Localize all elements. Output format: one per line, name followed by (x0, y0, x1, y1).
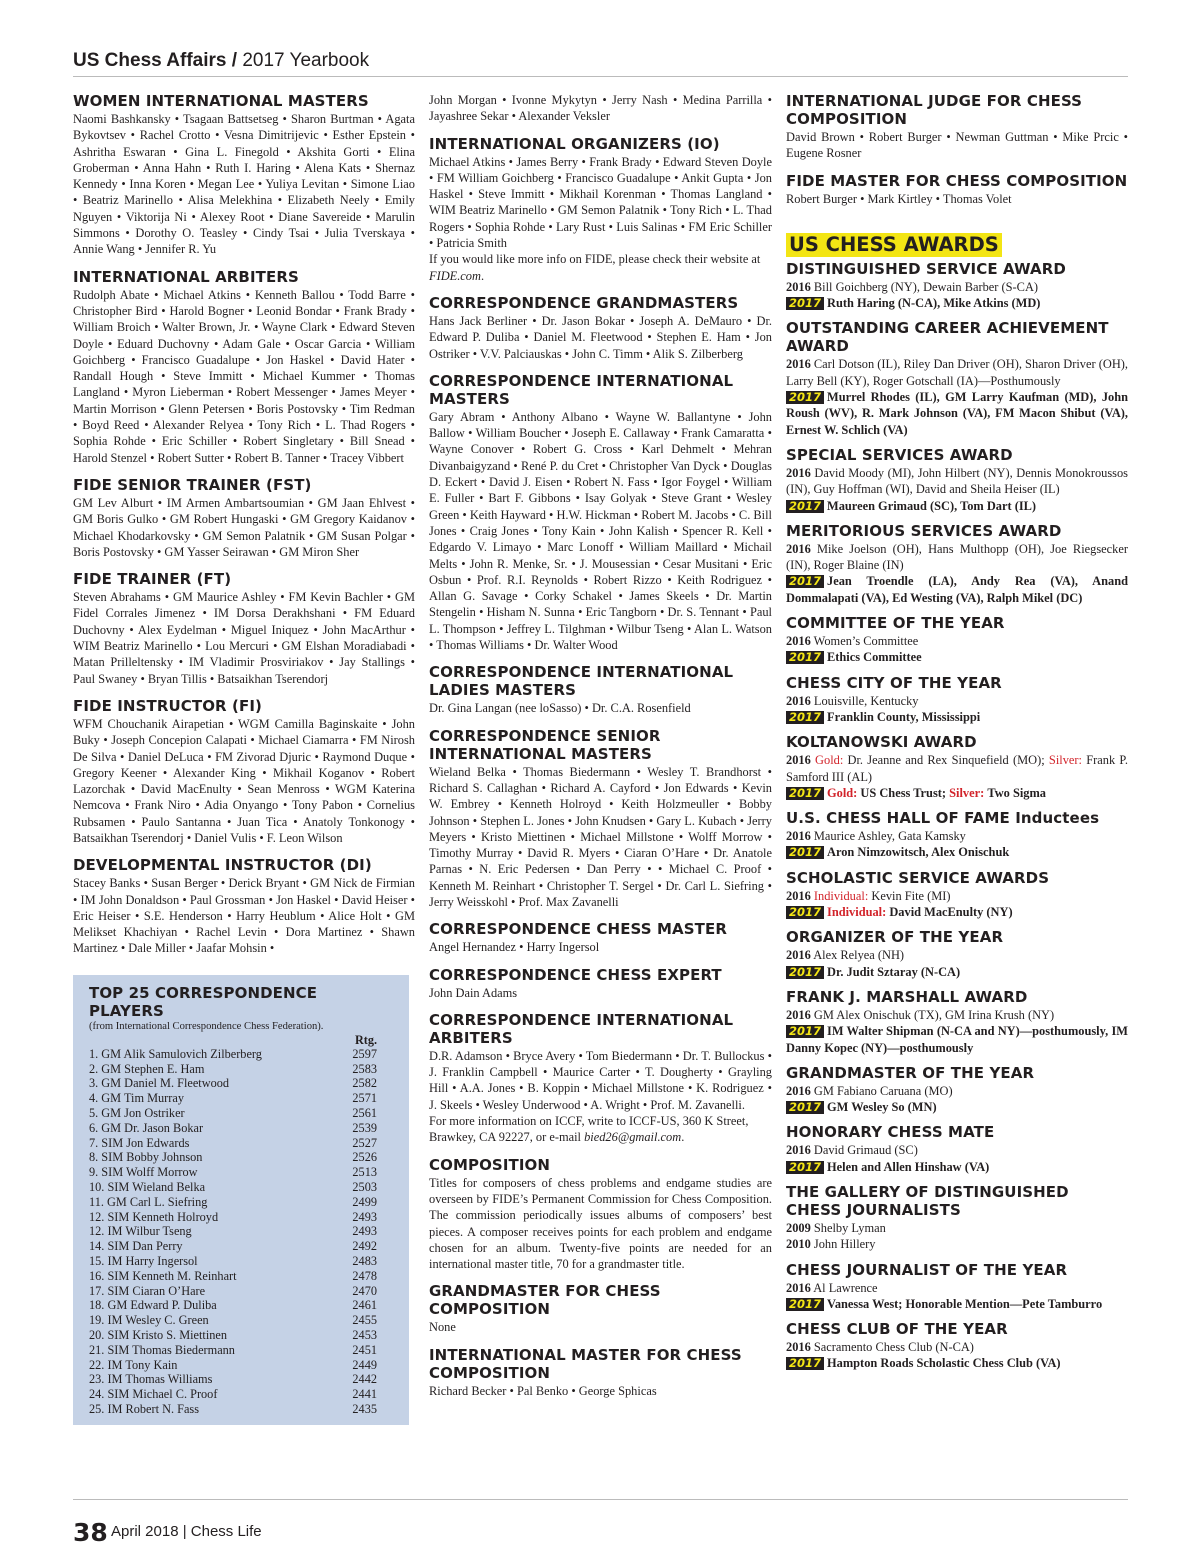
award-2016 (786, 1083, 1128, 1099)
award-2017 (786, 844, 1128, 860)
award-2017 (786, 573, 1128, 606)
section-correspondence-grandmasters (429, 294, 772, 362)
section-im-chess-composition (429, 1346, 772, 1399)
section-fide-master-composition (786, 172, 1128, 207)
header-separator: / (226, 50, 243, 71)
iccf-email-link[interactable]: bied26@gmail.com (584, 1130, 682, 1145)
year-label: 2016 (786, 465, 811, 480)
award-2016 (786, 1142, 1128, 1158)
section-body: Michael Atkins • James Berry • Frank Brady • Edward Steven Doyle • FM William Goichberg • Francisco Guadalupe • Ankit Gupta • Jon Haskel • Steve Immitt • Mikhail Korenman • Thomas Langland • WIM Beatriz Marinello • GM Semon Palatnik • Tony Rich • L. Thad Rogers • Sophia Rohde • Lary Rust • Luis Salinas • FM Eric Schiller • Patricia Smith (429, 154, 772, 251)
section-fide-instructor (73, 697, 415, 846)
player-rating: 2597 (352, 1046, 377, 1061)
award-2016 (786, 1280, 1128, 1296)
top25-row (89, 1328, 395, 1343)
section-title: DEVELOPMENTAL INSTRUCTOR (DI) (73, 856, 372, 875)
award-scholastic-service (786, 869, 1128, 921)
inductee: Shelby Lyman (813, 1220, 886, 1235)
page-number: 38 (73, 1518, 108, 1547)
footer-meta (111, 1523, 262, 1540)
player-name: 14. SIM Dan Perry (89, 1239, 183, 1254)
award-2017 (786, 498, 1128, 514)
player-rating: 2571 (352, 1091, 377, 1106)
silver-label: Silver: (949, 785, 985, 800)
player-name: 3. GM Daniel M. Fleetwood (89, 1076, 230, 1091)
section-international-arbiters (73, 268, 415, 466)
player-rating: 2483 (352, 1253, 377, 1268)
player-name: 6. GM Dr. Jason Bokar (89, 1120, 204, 1135)
award-distinguished-service (786, 260, 1128, 312)
winner: Helen and Allen Hinshaw (VA) (827, 1159, 990, 1174)
prev-silver: Frank P. Samford III (AL) (786, 753, 1129, 784)
winner: IM Walter Shipman (N-CA and NY)—posthumously, IM Danny Kopec (NY)—posthumously (786, 1024, 1128, 1055)
award-hall-of-fame (786, 809, 1128, 861)
player-rating: 2442 (352, 1372, 377, 1387)
year-badge: 2017 (786, 846, 824, 859)
section-composition (429, 1156, 772, 1273)
year-label: 2016 (786, 279, 811, 294)
year-label: 2016 (786, 1280, 811, 1295)
award-title: CHESS CITY OF THE YEAR (786, 673, 1002, 692)
issue-date: April 2018 (111, 1523, 179, 1540)
section-title: CORRESPONDENCE INTERNATIONAL LADIES MASTERS (429, 663, 734, 700)
iccf-info-note (429, 1113, 772, 1146)
top25-row (89, 1121, 395, 1136)
award-2017 (786, 1099, 1128, 1115)
section-developmental-instructor (73, 856, 415, 956)
player-rating: 2526 (352, 1150, 377, 1165)
award-title: HONORARY CHESS MATE (786, 1123, 995, 1142)
section-body: Titles for composers of chess problems and endgame studies are overseen by FIDE’s Permanent Commission for Chess Composition. The commission periodically issues albums of composers’ best pieces. A composer receives points for each problem and endgame chosen for an album. Twenty-five points are needed for an international master title, 70 for a grandmaster title. (429, 1175, 772, 1272)
award-title: CHESS CLUB OF THE YEAR (786, 1320, 1008, 1339)
top25-row (89, 1165, 395, 1180)
award-outstanding-career (786, 319, 1128, 437)
award-chess-club-of-year (786, 1320, 1128, 1372)
player-name: 11. GM Carl L. Siefring (89, 1194, 208, 1209)
player-name: 5. GM Jon Ostriker (89, 1105, 185, 1120)
individual-label: Individual: (827, 905, 887, 920)
award-2009 (786, 1220, 1128, 1236)
footer-separator: | (178, 1523, 191, 1540)
winner: Maureen Grimaud (SC), Tom Dart (IL) (827, 498, 1037, 513)
top25-row (89, 1269, 395, 1284)
top25-row (89, 1387, 395, 1402)
note-text: For more information on ICCF, write to ICCF-US, 360 K Street, Brawkey, CA 92227, or e-mail (429, 1114, 749, 1145)
top25-list (89, 1047, 395, 1417)
top25-row (89, 1402, 395, 1417)
year-badge: 2017 (786, 1298, 824, 1311)
year-badge: 2017 (786, 966, 824, 979)
player-name: 2. GM Stephen E. Ham (89, 1061, 205, 1076)
winner-silver: Two Sigma (987, 785, 1046, 800)
player-rating: 2582 (352, 1076, 377, 1091)
player-name: 19. IM Wesley C. Green (89, 1313, 209, 1328)
gold-label: Gold: (827, 785, 858, 800)
award-2016 (786, 465, 1128, 498)
player-name: 23. IM Thomas Williams (89, 1372, 213, 1387)
gold-label: Gold: (815, 753, 844, 768)
award-2017 (786, 964, 1128, 980)
award-2017 (786, 389, 1128, 438)
award-2017 (786, 1296, 1128, 1312)
award-title: U.S. CHESS HALL OF FAME Inductees (786, 809, 1100, 828)
top25-row (89, 1195, 395, 1210)
prev-winner: Carl Dotson (IL), Riley Dan Driver (OH), Sharon Driver (OH), Larry Bell (KY), Roger Gotschall (IA)—Posthumously (786, 357, 1128, 388)
year-badge: 2017 (786, 906, 824, 919)
award-2017 (786, 709, 1128, 725)
prev-winner: David Grimaud (SC) (813, 1143, 918, 1158)
player-rating: 2539 (352, 1120, 377, 1135)
prev-winner: Mike Joelson (OH), Hans Multhopp (OH), Joe Riegsecker (IN), Roger Blaine (IN) (786, 541, 1128, 573)
award-2016 (786, 356, 1128, 389)
award-title: SPECIAL SERVICES AWARD (786, 445, 1013, 464)
award-2017 (786, 904, 1128, 920)
player-name: 8. SIM Bobby Johnson (89, 1150, 203, 1165)
player-name: 7. SIM Jon Edwards (89, 1135, 190, 1150)
section-body: Richard Becker • Pal Benko • George Sphicas (429, 1383, 657, 1398)
award-title: FRANK J. MARSHALL AWARD (786, 987, 1028, 1006)
top25-row (89, 1076, 395, 1091)
award-2016 (786, 828, 1128, 844)
winner: Vanessa West; Honorable Mention—Pete Tamburro (827, 1296, 1103, 1311)
section-title: FIDE SENIOR TRAINER (FST) (73, 475, 312, 494)
player-name: 10. SIM Wieland Belka (89, 1179, 206, 1194)
prev-winner: Kevin Fite (MI) (871, 888, 951, 903)
section-title: INTERNATIONAL JUDGE FOR CHESS COMPOSITION (786, 92, 1083, 128)
player-rating: 2493 (352, 1224, 377, 1239)
year-badge: 2017 (786, 1101, 824, 1114)
award-koltanowski (786, 733, 1128, 801)
winner: GM Wesley So (MN) (827, 1100, 937, 1115)
player-name: 20. SIM Kristo S. Miettinen (89, 1327, 228, 1342)
winner: Franklin County, Mississippi (827, 709, 981, 724)
section-international-judge-composition (786, 92, 1128, 162)
section-title: CORRESPONDENCE INTERNATIONAL MASTERS (429, 371, 734, 408)
award-2017 (786, 1355, 1128, 1371)
player-name: 21. SIM Thomas Biedermann (89, 1342, 235, 1357)
section-continued-list (429, 92, 772, 125)
player-rating: 2499 (352, 1194, 377, 1209)
player-name: 18. GM Edward P. Duliba (89, 1298, 217, 1313)
award-2016 (786, 1339, 1128, 1355)
player-rating: 2470 (352, 1283, 377, 1298)
running-header (73, 50, 1128, 77)
top25-row (89, 1313, 395, 1328)
top25-row (89, 1136, 395, 1151)
year-label: 2016 (786, 357, 811, 372)
player-name: 24. SIM Michael C. Proof (89, 1387, 218, 1402)
player-rating: 2461 (352, 1298, 377, 1313)
award-honorary-chess-mate (786, 1123, 1128, 1175)
award-title: DISTINGUISHED SERVICE AWARD (786, 259, 1066, 278)
section-international-organizers (429, 135, 772, 284)
section-body: Dr. Gina Langan (nee loSasso) • Dr. C.A. Rosenfield (429, 701, 691, 716)
year-label: 2016 (786, 829, 811, 844)
winner-gold: US Chess Trust; (860, 785, 947, 800)
award-2010 (786, 1236, 1128, 1252)
year-badge: 2017 (786, 575, 824, 588)
top25-row (89, 1239, 395, 1254)
prev-winner: Women’s Committee (813, 634, 919, 649)
section-women-international-masters (73, 92, 415, 258)
note-end: . (681, 1130, 685, 1145)
top25-row (89, 1343, 395, 1358)
award-title: KOLTANOWSKI AWARD (786, 733, 977, 752)
inductee: John Hillery (813, 1237, 876, 1252)
winner: Aron Nimzowitsch, Alex Onischuk (827, 845, 1010, 860)
us-chess-awards-heading: US CHESS AWARDS (786, 233, 1002, 257)
top25-row (89, 1091, 395, 1106)
top25-row (89, 1284, 395, 1299)
section-body: Wieland Belka • Thomas Biedermann • Wesley T. Brandhorst • Richard S. Callaghan • Richard A. Cayford • Jon Edwards • Kevin W. Embrey • Kenneth Holroyd • Keith Holzmeuller • Bobby Johnson • Stephen L. Jones • John Knudsen • Gary L. Kubach • Jerry Meyers • Kristo Miettinen • Michael Millstone • Wolff Morrow • Timothy Murray • David R. Myers • Ciaran O’Hare • Dr. Anatole Parnas • N. Eric Pedersen • Dan Perry • • Michael C. Proof • Kenneth M. Reinhart • Christopher T. Sergel • Dr. Carl L. Siefring • Jerry Weisskohl • Prof. Max Zavanelli (429, 764, 772, 909)
section-body: John Morgan • Ivonne Mykytyn • Jerry Nash • Medina Parrilla • Jayashree Sekar • Alexander Veksler (429, 93, 772, 124)
section-title: CORRESPONDENCE SENIOR INTERNATIONAL MASTERS (429, 726, 661, 763)
player-name: 15. IM Harry Ingersol (89, 1253, 198, 1268)
award-gallery-journalists (786, 1183, 1128, 1253)
section-correspondence-chess-master (429, 920, 772, 955)
section-body: None (429, 1320, 456, 1335)
award-special-services (786, 446, 1128, 514)
section-fide-senior-trainer (73, 476, 415, 560)
player-rating: 2478 (352, 1268, 377, 1283)
award-title: COMMITTEE OF THE YEAR (786, 614, 1005, 633)
player-rating: 2455 (352, 1313, 377, 1328)
prev-winner: Al Lawrence (813, 1280, 878, 1295)
year-badge: 2017 (786, 787, 824, 800)
section-body: Naomi Bashkansky • Tsagaan Battsetseg • Sharon Burtman • Agata Bykovtsev • Rachel Crotto • Vesna Dimitrijevic • Esther Epstein • Ashritha Eswaran • Gina L. Finegold • Akshita Gorti • Elina Groberman • Anna Hahn • Ruth I. Haring • Alena Kats • Shernaz Kennedy • Inna Koren • Megan Lee • Yuliya Levitan • Simone Liao • Beatriz Marinello • Alisa Melekhina • Elizabeth Neely • Emily Nguyen • Viktorija Ni • Alexey Root • Diane Savereide • Marulin Simmons • Dorothy O. Teasley • Cindy Tsai • Julia Tverskaya • Annie Wang • Jennifer R. Yu (73, 112, 415, 257)
award-title: CHESS JOURNALIST OF THE YEAR (786, 1260, 1068, 1279)
year-badge: 2017 (786, 297, 824, 310)
award-meritorious-services (786, 522, 1128, 606)
year-badge: 2017 (786, 1357, 824, 1370)
year-label: 2016 (786, 753, 811, 768)
award-organizer-of-year (786, 928, 1128, 980)
column-3 (786, 92, 1128, 1380)
year-badge: 2017 (786, 500, 824, 513)
year-badge: 2017 (786, 1025, 824, 1038)
section-title: CORRESPONDENCE CHESS MASTER (429, 920, 727, 939)
winner: Ethics Committee (827, 650, 922, 665)
player-rating: 2449 (352, 1357, 377, 1372)
prev-winner: Maurice Ashley, Gata Kamsky (813, 829, 966, 844)
award-chess-city (786, 674, 1128, 726)
winner: Jean Troendle (LA), Andy Rea (VA), Anand Dommalapati (VA), Ed Westing (VA), Ralph Mikel (DC) (786, 574, 1128, 605)
award-title: SCHOLASTIC SERVICE AWARDS (786, 868, 1050, 887)
award-title: MERITORIOUS SERVICES AWARD (786, 521, 1062, 540)
player-rating: 2451 (352, 1342, 377, 1357)
award-title: ORGANIZER OF THE YEAR (786, 928, 1004, 947)
award-frank-marshall (786, 988, 1128, 1056)
year-label: 2016 (786, 1083, 811, 1098)
award-2016 (786, 947, 1128, 963)
player-rating: 2503 (352, 1179, 377, 1194)
year-label: 2016 (786, 1340, 811, 1355)
fide-website-link[interactable]: FIDE.com (429, 268, 481, 283)
section-title: FIDE INSTRUCTOR (FI) (73, 696, 262, 715)
year-label: 2016 (786, 888, 811, 903)
section-grandmaster-chess-composition (429, 1282, 772, 1335)
award-2017 (786, 785, 1128, 801)
award-2016 (786, 279, 1128, 295)
section-title: INTERNATIONAL ARBITERS (73, 267, 299, 286)
silver-label: Silver: (1048, 753, 1082, 768)
page-footer (73, 1499, 1128, 1547)
section-fide-trainer (73, 570, 415, 687)
winner: Murrel Rhodes (IL), GM Larry Kaufman (MD), John Roush (WV), R. Mark Johnson (VA), FM Macon Shibut (VA), Ernest W. Schlich (VA) (786, 390, 1128, 437)
year-badge: 2017 (786, 651, 824, 664)
section-body: Rudolph Abate • Michael Atkins • Kenneth Ballou • Todd Barre • Christopher Bird • Harold Bogner • Leonid Bondar • Frank Brady • William Broich • Walter Brown, Jr. • Wayne Clark • Edward Steven Doyle • Eduard Duchovny • Adam Gale • Oscar Garcia • William Goichberg • Francisco Guadalupe • Jon Haskel • David Hater • Randall Hough • Steve Immitt • Michael Kummer • Thomas Langland • Myron Lieberman • Robert Messenger • James Meyer • Martin Morrison • Glenn Petersen • Boris Postovsky • Tim Redman • Boyd Reed • Alexander Relyea • Tony Rich • L. Thad Rogers • Sophia Rohde • Eric Schiller • Robert Singletary • Bill Snead • Harold Stenzel • Robert Sutter • Robert B. Tanner • Tracey Vibbert (73, 287, 415, 465)
top25-row (89, 1047, 395, 1062)
top25-row (89, 1150, 395, 1165)
magazine-name: Chess Life (190, 1523, 262, 1540)
award-2016 (786, 888, 1128, 904)
top25-rtg-header: Rtg. (354, 1032, 377, 1047)
award-2017 (786, 1023, 1128, 1056)
player-rating: 2583 (352, 1061, 377, 1076)
award-chess-journalist-of-year (786, 1261, 1128, 1313)
award-committee-of-year (786, 614, 1128, 666)
top25-row (89, 1358, 395, 1373)
section-title: WOMEN INTERNATIONAL MASTERS (73, 92, 369, 110)
top25-row (89, 1062, 395, 1077)
note-text: If you would like more info on FIDE, please check their website at (429, 252, 761, 267)
top25-row (89, 1254, 395, 1269)
player-name: 17. SIM Ciaran O’Hare (89, 1283, 206, 1298)
top25-title: TOP 25 CORRESPONDENCE PLAYERS (89, 983, 318, 1020)
player-rating: 2527 (352, 1135, 377, 1150)
section-body: GM Lev Alburt • IM Armen Ambartsoumian • GM Jaan Ehlvest • GM Boris Gulko • GM Robert Hungaski • GM Gregory Kaidanov • Michael Khodarkovsky • GM Semon Palatnik • GM Susan Polgar • Boris Postovsky • GM Yasser Seirawan • GM Miron Sher (73, 495, 415, 559)
player-rating: 2492 (352, 1239, 377, 1254)
player-name: 9. SIM Wolff Morrow (89, 1165, 198, 1180)
top25-row (89, 1298, 395, 1313)
section-body: Robert Burger • Mark Kirtley • Thomas Volet (786, 191, 1012, 206)
winner: Hampton Roads Scholastic Chess Club (VA) (827, 1356, 1061, 1371)
note-end: . (480, 268, 485, 283)
top25-row (89, 1106, 395, 1121)
top25-row (89, 1180, 395, 1195)
award-title: GRANDMASTER OF THE YEAR (786, 1063, 1035, 1082)
winner: Dr. Judit Sztaray (N-CA) (827, 964, 961, 979)
section-body: John Dain Adams (429, 985, 518, 1000)
award-2017 (786, 649, 1128, 665)
prev-winner: David Moody (MI), John Hilbert (NY), Dennis Monokroussos (IN), Guy Hoffman (WI), David and Sheila Heiser (IL) (786, 465, 1128, 497)
player-name: 16. SIM Kenneth M. Reinhart (89, 1268, 237, 1283)
column-1 (73, 92, 415, 1425)
section-title: CORRESPONDENCE GRANDMASTERS (429, 293, 739, 312)
prev-gold: Dr. Jeanne and Rex Sinquefield (MO); (847, 753, 1045, 768)
section-title: FIDE MASTER FOR CHESS COMPOSITION (786, 171, 1128, 190)
section-body: Stacey Banks • Susan Berger • Derick Bryant • GM Nick de Firmian • IM John Donaldson • Paul Grossman • Jon Haskel • David Heiser • Eric Heiser • S.E. Henderson • Harry Heublum • Alice Holt • GM Melikset Khachiyan • Rachel Levin • Dora Martinez • Shawn Martinez • Dale Miller • Jaafar Mohsin • (73, 876, 415, 956)
section-body: Angel Hernandez • Harry Ingersol (429, 940, 600, 955)
award-2016 (786, 541, 1128, 574)
section-title: FIDE TRAINER (FT) (73, 570, 232, 589)
year-label: 2016 (786, 948, 811, 963)
header-book: 2017 Yearbook (242, 50, 370, 71)
section-body: Steven Abrahams • GM Maurice Ashley • FM Kevin Bachler • GM Fidel Corrales Jimenez • IM Dorsa Derakhshani • FM Eduard Duchovny • Alex Eydelman • Miguel Iniquez • John MacArthur • WIM Beatriz Marinello • Lou Mercuri • GM Elshan Moradiabadi • Matan Prilleltensky • IM Vladimir Prosviriakov • Jay Stallings • Paul Swaney • Bryan Tillis • Batsaikhan Tserendorj (73, 590, 415, 686)
player-rating: 2441 (352, 1387, 377, 1402)
award-title: OUTSTANDING CAREER ACHIEVEMENT AWARD (786, 319, 1109, 356)
individual-label: Individual: (813, 888, 869, 903)
section-title: COMPOSITION (429, 1155, 551, 1174)
top25-row (89, 1224, 395, 1239)
year-label: 2016 (786, 634, 811, 649)
player-rating: 2513 (352, 1165, 377, 1180)
player-name: 25. IM Robert N. Fass (89, 1401, 199, 1416)
player-name: 1. GM Alik Samulovich Zilberberg (89, 1046, 262, 1061)
player-name: 22. IM Tony Kain (89, 1357, 178, 1372)
section-body: Hans Jack Berliner • Dr. Jason Bokar • Joseph A. DeMauro • Dr. Edward P. Duliba • Daniel M. Fleetwood • Stephen E. Ham • Jon Ostriker • V.V. Palciauskas • John C. Timm • Alik S. Zilberberg (429, 313, 772, 361)
section-title: GRANDMASTER FOR CHESS COMPOSITION (429, 1282, 661, 1319)
year-label: 2009 (786, 1220, 811, 1235)
column-2 (429, 92, 772, 1409)
award-2016 (786, 1007, 1128, 1023)
winner: Ruth Haring (N-CA), Mike Atkins (MD) (827, 296, 1041, 311)
section-correspondence-ladies-masters (429, 663, 772, 716)
prev-winner: Louisville, Kentucky (813, 693, 919, 708)
section-correspondence-international-masters (429, 372, 772, 653)
year-badge: 2017 (786, 391, 824, 404)
section-correspondence-international-arbiters (429, 1011, 772, 1146)
section-body: Gary Abram • Anthony Albano • Wayne W. Ballantyne • John Ballow • William Boucher • Joseph E. Callaway • Frank Camaratta • Wayne Conover • Robert G. Cross • Karl Dehmelt • Mehran Divanbaigyzand • René P. du Cret • Christopher Van Dyck • Douglas D. Eckert • David J. Eisen • Robert N. Fass • Igor Foygel • William E. Fuller • Bart F. Gibbons • Isay Golyak • Steve Grant • Wesley Green • Keith Hayward • H.W. Hickman • Robert M. Jacobs • C. Bill Jones • Craig Jones • Tony Kain • John Kalish • Spencer R. Kell • Edgardo V. Limayo • Marc Lonoff • William Maillard • Michail Melts • John R. Menke, Sr. • J. Mousessian • Cesar Musitani • Eric Osbun • Prof. R.I. Reynolds • Robert Rizzo • Keith Rodriguez • Allan G. Savage • Corky Schakel • James Skeels • Dr. Martin Stengelin • Hisham N. Sunna • Eric Tangborn • Dr. S. Tennant • Paul L. Thompson • Jeffrey L. Tilghman • Wilbur Tseng • Alan L. Watson • Thomas Williams • Dr. Walter Wood (429, 409, 772, 653)
award-2017 (786, 295, 1128, 311)
section-body: David Brown • Robert Burger • Newman Guttman • Mike Prcic • Eugene Rosner (786, 130, 1128, 161)
year-label: 2016 (786, 541, 811, 556)
top25-correspondence-box (73, 975, 409, 1425)
award-grandmaster-of-year (786, 1064, 1128, 1116)
section-correspondence-chess-expert (429, 966, 772, 1001)
award-2016 (786, 693, 1128, 709)
fide-info-note (429, 251, 772, 284)
year-badge: 2017 (786, 711, 824, 724)
year-label: 2010 (786, 1237, 811, 1252)
winner: David MacEnulty (NY) (889, 905, 1013, 920)
section-body: WFM Chouchanik Airapetian • WGM Camilla Baginskaite • John Buky • Joseph Concepion Calapati • Michael Ciamarra • FM Nirosh De Silva • Daniel DeLuca • FM Zivorad Djuric • Raymond Duque • Gregory Keener • Alexander King • Mikhail Koganov • Robert Lazorchak • David MacEnulty • Sean Menross • WGM Katerina Nemcova • Frank Niro • Adia Onyango • Tony Pabon • Cornelius Rubsamen • Paulo Santanna • Juan Tica • Anatoly Tonkonogy • Batsaikhan Tserendorj • Daniel Vulis • F. Leon Wilson (73, 716, 415, 845)
section-correspondence-senior-international-masters (429, 727, 772, 911)
header-section: US Chess Affairs (73, 50, 227, 71)
player-name: 12. SIM Kenneth Holroyd (89, 1209, 219, 1224)
section-title: CORRESPONDENCE INTERNATIONAL ARBITERS (429, 1010, 734, 1047)
section-title: INTERNATIONAL MASTER FOR CHESS COMPOSITION (429, 1345, 742, 1382)
top25-row (89, 1210, 395, 1225)
player-rating: 2453 (352, 1327, 377, 1342)
prev-winner: Sacramento Chess Club (N-CA) (813, 1340, 974, 1355)
year-badge: 2017 (786, 1161, 824, 1174)
prev-winner: GM Fabiano Caruana (MO) (813, 1083, 953, 1098)
prev-winner: Bill Goichberg (NY), Dewain Barber (S-CA) (813, 279, 1039, 294)
year-label: 2016 (786, 693, 811, 708)
top25-subtitle: (from International Correspondence Chess Federation). (89, 1020, 324, 1032)
prev-winner: Alex Relyea (NH) (813, 948, 905, 963)
year-label: 2016 (786, 1143, 811, 1158)
section-title: INTERNATIONAL ORGANIZERS (IO) (429, 134, 720, 153)
award-2017 (786, 1159, 1128, 1175)
player-name: 12. IM Wilbur Tseng (89, 1224, 192, 1239)
player-name: 4. GM Tim Murray (89, 1091, 184, 1106)
award-title: THE GALLERY OF DISTINGUISHED CHESS JOURNALISTS (786, 1182, 1069, 1219)
section-body: D.R. Adamson • Bryce Avery • Tom Biedermann • Dr. T. Bullockus • J. Franklin Campbell • Maurice Carter • T. Dougherty • Grayling Hill • A.A. Jones • B. Koppin • Michael Millstone • K. Rodriguez • J. Skeels • Wesley Underwood • A. Wright • Prof. M. Zavanelli. (429, 1048, 772, 1112)
player-rating: 2561 (352, 1105, 377, 1120)
year-label: 2016 (786, 1007, 811, 1022)
top25-row (89, 1372, 395, 1387)
award-2016 (786, 752, 1128, 785)
section-title: CORRESPONDENCE CHESS EXPERT (429, 965, 722, 984)
player-rating: 2435 (352, 1401, 377, 1416)
player-rating: 2493 (352, 1209, 377, 1224)
award-2016 (786, 633, 1128, 649)
prev-winner: GM Alex Onischuk (TX), GM Irina Krush (NY) (813, 1007, 1055, 1022)
